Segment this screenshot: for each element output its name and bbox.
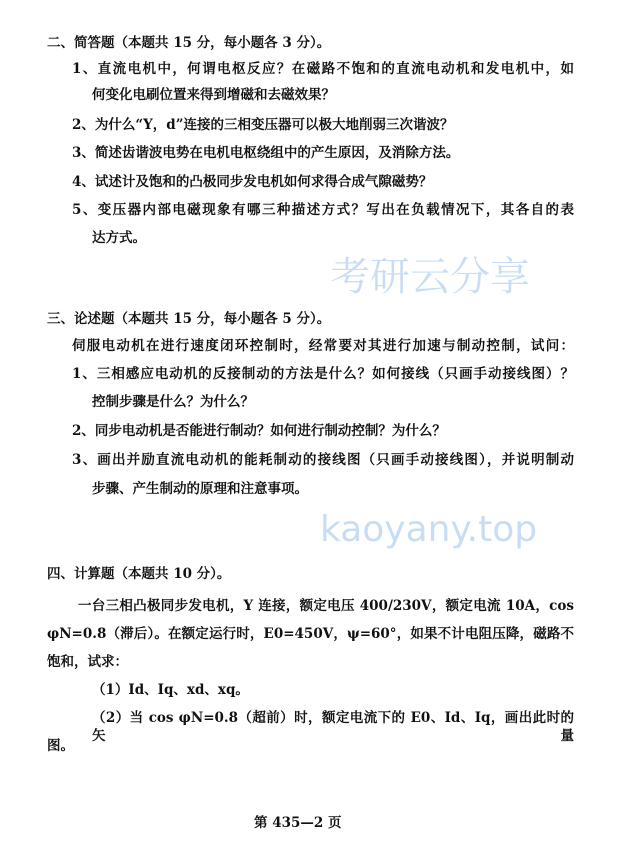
section2-q3: 3、简述齿谐波电势在电机电枢绕组中的产生原因，及消除方法。 — [72, 145, 460, 161]
watermark-url: kaoyany.top — [320, 509, 538, 550]
section4-sub2-line1: （2）当 cos φN=0.8（超前）时，额定电流下的 E0、Id、Iq，画出此时的矢量 — [92, 710, 574, 744]
section4-problem-line1: 一台三相凸极同步发电机，Y 连接，额定电压 400/230V，额定电流 10A，cos — [78, 598, 574, 614]
section3-heading: 三、论述题（本题共 15 分，每小题各 5 分）。 — [47, 311, 331, 327]
section3-q3-line2: 步骤、产生制动的原理和注意事项。 — [92, 481, 308, 497]
section4-sub1: （1）Id、Iq、xd、xq。 — [92, 682, 249, 698]
section4-sub2-line2: 图。 — [47, 738, 74, 754]
section4-problem-line2: φN=0.8（滞后）。在额定运行时，E0=450V，ψ=60°，如果不计电阻压降，磁路不 — [47, 626, 574, 642]
section2-q1-line2: 何变化电刷位置来得到增磁和去磁效果？ — [92, 87, 335, 103]
section2-q4: 4、试述计及饱和的凸极同步发电机如何求得合成气隙磁势？ — [72, 174, 433, 190]
section3-q2: 2、同步电动机是否能进行制动？如何进行制动控制？为什么？ — [72, 423, 446, 439]
page-number: 第 435—2 页 — [254, 815, 342, 831]
section2-q5-line2: 达方式。 — [92, 230, 146, 246]
section3-q3-line1: 3、画出并励直流电动机的能耗制动的接线图（只画手动接线图），并说明制动 — [72, 452, 574, 468]
section2-q2: 2、为什么“Y，d”连接的三相变压器可以极大地削弱三次谐波？ — [72, 117, 454, 133]
watermark-cn: 考研云分享 — [330, 254, 530, 300]
section3-q1-line2: 控制步骤是什么？为什么？ — [92, 394, 254, 410]
section3-intro: 伺服电动机在进行速度闭环控制时，经常要对其进行加速与制动控制，试问： — [72, 338, 574, 354]
section2-heading: 二、简答题（本题共 15 分，每小题各 3 分）。 — [47, 35, 331, 51]
section2-q5-line1: 5、变压器内部电磁现象有哪三种描述方式？写出在负载情况下，其各自的表 — [72, 202, 574, 218]
section4-heading: 四、计算题（本题共 10 分）。 — [47, 566, 231, 582]
section3-q1-line1: 1、三相感应电动机的反接制动的方法是什么？如何接线（只画手动接线图）？ — [72, 366, 574, 382]
section2-q1-line1: 1、直流电机中，何谓电枢反应？在磁路不饱和的直流电动机和发电机中，如 — [72, 61, 574, 77]
section4-problem-line3: 饱和，试求： — [47, 654, 128, 670]
